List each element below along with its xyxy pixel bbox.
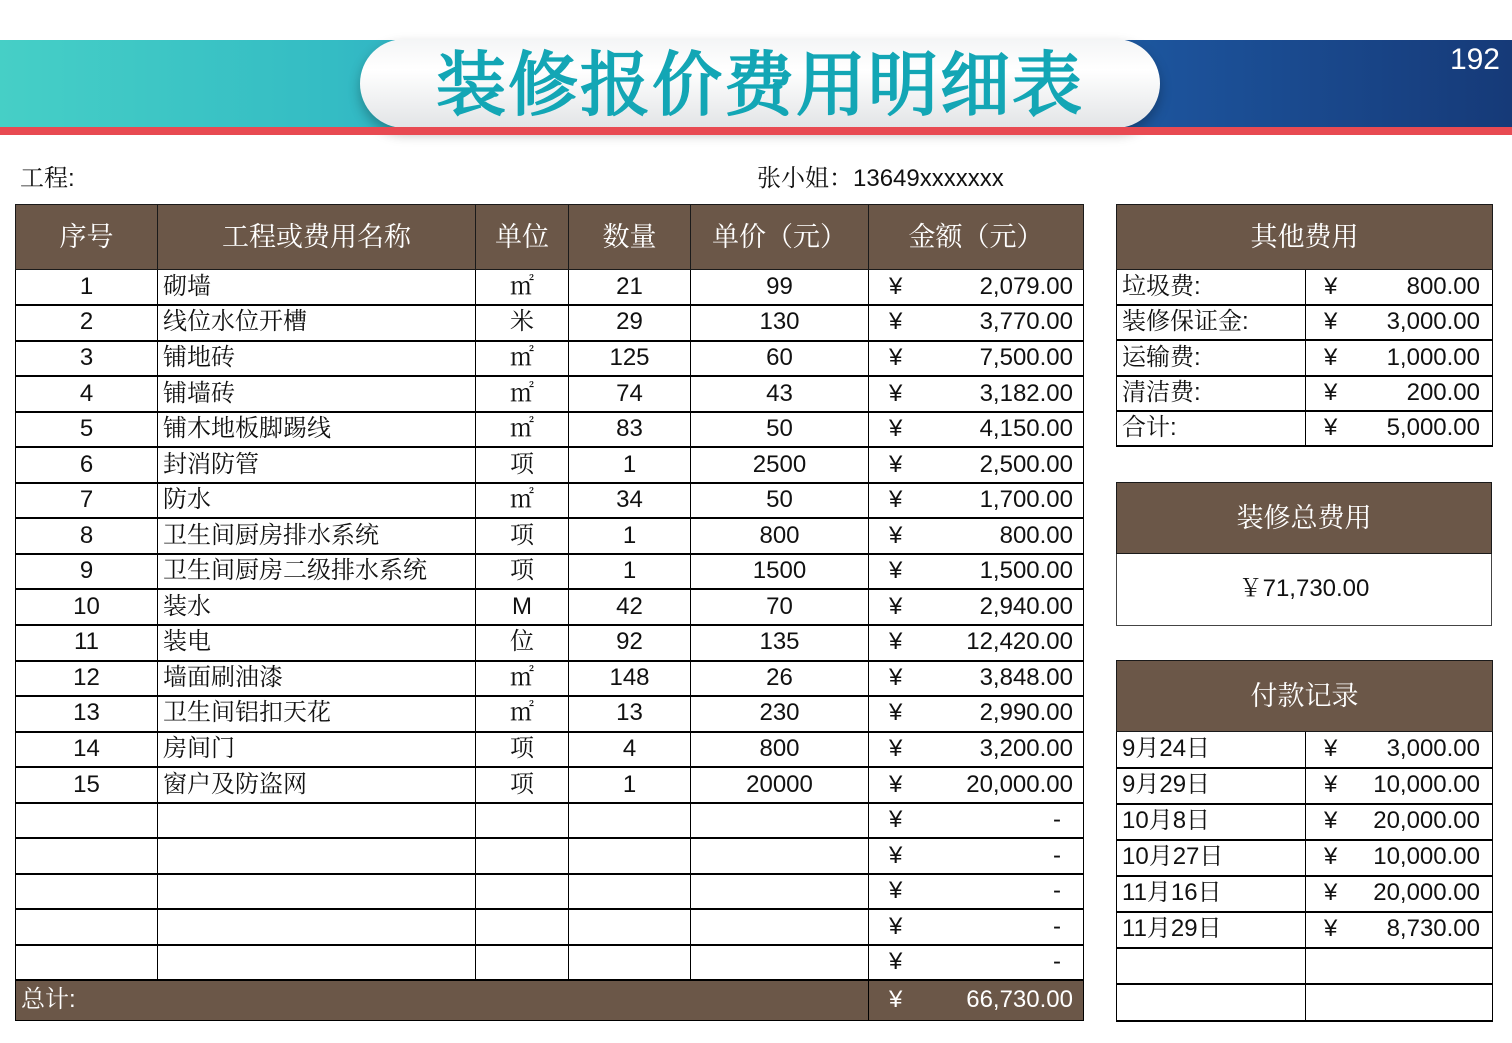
- currency-symbol: ¥: [889, 628, 903, 656]
- cell-unit-price: [691, 838, 869, 874]
- total-cost-value: ￥71,730.00: [1117, 554, 1492, 626]
- payment-date: 10月8日: [1117, 804, 1306, 840]
- cell-unit-price: 20000: [691, 767, 869, 803]
- amount-value: 3,200.00: [979, 734, 1073, 762]
- cell-unit-price: 135: [691, 625, 869, 661]
- cell-unit: ㎡: [476, 412, 569, 448]
- cell-index: [16, 874, 158, 910]
- other-fees-table: [1116, 204, 1493, 447]
- cell-item-name: [158, 909, 476, 945]
- cell-unit: 项: [476, 518, 569, 554]
- cell-index: 14: [16, 732, 158, 768]
- table-row: [16, 661, 1084, 697]
- amount-value: 5,000.00: [1386, 414, 1480, 442]
- cell-unit: [476, 874, 569, 910]
- table-header-row: [16, 205, 1084, 270]
- cell-unit: [476, 909, 569, 945]
- cell-index: [16, 909, 158, 945]
- cell-index: 10: [16, 589, 158, 625]
- table-row: [16, 376, 1084, 412]
- payment-row: [1117, 948, 1493, 984]
- cell-unit-price: 99: [691, 270, 869, 306]
- table-row: [16, 874, 1084, 910]
- amount-value: 10,000.00: [1373, 843, 1480, 871]
- currency-symbol: ¥: [889, 308, 903, 336]
- cell-index: 11: [16, 625, 158, 661]
- cell-amount: [869, 732, 1084, 768]
- currency-symbol: ¥: [889, 486, 903, 514]
- table-row: [16, 305, 1084, 341]
- cell-amount: [869, 661, 1084, 697]
- currency-symbol: ¥: [1324, 915, 1338, 943]
- cell-amount: [869, 696, 1084, 732]
- cell-item-name: 装水: [158, 589, 476, 625]
- cell-quantity: [569, 838, 691, 874]
- cell-quantity: 92: [569, 625, 691, 661]
- cell-index: 13: [16, 696, 158, 732]
- cell-amount: [869, 518, 1084, 554]
- table-row: [16, 909, 1084, 945]
- payment-date: 9月24日: [1117, 732, 1306, 768]
- table-row: [16, 589, 1084, 625]
- currency-symbol: ¥: [889, 912, 903, 940]
- cell-unit-price: [691, 909, 869, 945]
- cell-quantity: [569, 945, 691, 981]
- total-cost-table: [1116, 482, 1492, 626]
- cell-amount: [869, 447, 1084, 483]
- cell-index: 9: [16, 554, 158, 590]
- other-fees-title: 其他费用: [1117, 205, 1493, 270]
- cell-index: 4: [16, 376, 158, 412]
- column-header-unit: 单位: [476, 205, 569, 270]
- other-fees-body: [1117, 270, 1493, 447]
- cell-quantity: [569, 874, 691, 910]
- cell-quantity: 13: [569, 696, 691, 732]
- cell-unit: 项: [476, 447, 569, 483]
- column-header-item-name: 工程或费用名称: [158, 205, 476, 270]
- fee-row: [1117, 305, 1493, 340]
- currency-symbol: ¥: [889, 557, 903, 585]
- table-row: [16, 767, 1084, 803]
- cell-quantity: 29: [569, 305, 691, 341]
- payment-records-table: [1116, 660, 1493, 1022]
- cell-index: 2: [16, 305, 158, 341]
- total-amount: 66,730.00: [966, 986, 1073, 1014]
- payment-date: 11月29日: [1117, 912, 1306, 948]
- payment-row: [1117, 840, 1493, 876]
- cell-quantity: 1: [569, 447, 691, 483]
- amount-value: 2,500.00: [979, 450, 1073, 478]
- cell-amount: [1306, 804, 1493, 840]
- cell-quantity: 1: [569, 554, 691, 590]
- fee-label: 装修保证金:: [1117, 305, 1306, 340]
- column-header-amount: 金额（元）: [869, 205, 1084, 270]
- cell-unit-price: [691, 945, 869, 981]
- cell-amount: [869, 270, 1084, 306]
- cell-unit-price: 70: [691, 589, 869, 625]
- cell-item-name: 卫生间厨房排水系统: [158, 518, 476, 554]
- fee-row: [1117, 270, 1493, 305]
- cell-quantity: 125: [569, 341, 691, 377]
- cell-unit: [476, 803, 569, 839]
- cell-unit-price: 1500: [691, 554, 869, 590]
- cell-quantity: 74: [569, 376, 691, 412]
- table-row: [16, 483, 1084, 519]
- fee-row: [1117, 340, 1493, 375]
- cell-unit: 米: [476, 305, 569, 341]
- cell-unit-price: [691, 803, 869, 839]
- cell-unit: ㎡: [476, 376, 569, 412]
- cell-item-name: 线位水位开槽: [158, 305, 476, 341]
- table-row: [16, 412, 1084, 448]
- cell-quantity: [569, 803, 691, 839]
- fee-row: [1117, 376, 1493, 411]
- column-header-index: 序号: [16, 205, 158, 270]
- cell-quantity: 83: [569, 412, 691, 448]
- cell-index: [16, 838, 158, 874]
- total-cost-header-row: [1117, 483, 1492, 554]
- currency-symbol: ¥: [1324, 879, 1338, 907]
- cell-amount: [869, 945, 1084, 981]
- amount-value: 20,000.00: [966, 770, 1073, 798]
- currency-symbol: ¥: [1324, 414, 1338, 442]
- fee-label: 运输费:: [1117, 340, 1306, 375]
- cell-index: 12: [16, 661, 158, 697]
- cell-item-name: [158, 945, 476, 981]
- cell-quantity: 4: [569, 732, 691, 768]
- cell-unit-price: 50: [691, 483, 869, 519]
- cell-amount: [869, 376, 1084, 412]
- currency-symbol: ¥: [1324, 734, 1338, 762]
- currency-symbol: ¥: [889, 699, 903, 727]
- fee-label: 合计:: [1117, 411, 1306, 446]
- amount-value: 800.00: [1406, 272, 1480, 300]
- amount-value: 3,848.00: [979, 663, 1073, 691]
- cell-item-name: 窗户及防盗网: [158, 767, 476, 803]
- quote-table: [15, 204, 1084, 1021]
- currency-symbol: ¥: [889, 343, 903, 371]
- title-pill: [360, 39, 1160, 128]
- currency-symbol: ¥: [889, 806, 903, 834]
- total-row: [16, 980, 1084, 1020]
- cell-amount: [1306, 376, 1493, 411]
- cell-amount: [1306, 768, 1493, 804]
- cell-index: [16, 803, 158, 839]
- currency-symbol: ¥: [889, 948, 903, 976]
- amount-value: -: [1053, 948, 1061, 976]
- cell-amount: [1306, 270, 1493, 305]
- amount-value: 3,000.00: [1386, 308, 1480, 336]
- amount-value: 1,700.00: [979, 486, 1073, 514]
- cell-amount: [869, 305, 1084, 341]
- cell-index: 6: [16, 447, 158, 483]
- cell-amount: [1306, 305, 1493, 340]
- payment-row: [1117, 984, 1493, 1021]
- project-label: 工程:: [20, 165, 75, 192]
- currency-symbol: ¥: [889, 841, 903, 869]
- cell-quantity: 34: [569, 483, 691, 519]
- cell-quantity: 148: [569, 661, 691, 697]
- cell-amount: [1306, 876, 1493, 912]
- amount-value: 8,730.00: [1386, 915, 1480, 943]
- cell-unit: ㎡: [476, 270, 569, 306]
- fee-label: 垃圾费:: [1117, 270, 1306, 305]
- currency-symbol: ¥: [889, 450, 903, 478]
- cell-quantity: 21: [569, 270, 691, 306]
- cell-item-name: 房间门: [158, 732, 476, 768]
- currency-symbol: ¥: [1324, 272, 1338, 300]
- header-divider: [0, 127, 1512, 135]
- total-label: 总计:: [16, 980, 869, 1020]
- cell-index: 15: [16, 767, 158, 803]
- table-row: [16, 554, 1084, 590]
- cell-item-name: [158, 874, 476, 910]
- amount-value: 2,990.00: [979, 699, 1073, 727]
- fee-label: 清洁费:: [1117, 376, 1306, 411]
- cell-quantity: [569, 909, 691, 945]
- cell-unit-price: [691, 874, 869, 910]
- cell-item-name: 卫生间铝扣天花: [158, 696, 476, 732]
- currency-symbol: ¥: [889, 663, 903, 691]
- currency-symbol: ¥: [889, 986, 903, 1014]
- table-row: [16, 803, 1084, 839]
- amount-value: 3,182.00: [979, 379, 1073, 407]
- payment-date: [1117, 948, 1306, 984]
- column-header-unit-price: 单价（元）: [691, 205, 869, 270]
- currency-symbol: ¥: [889, 770, 903, 798]
- currency-symbol: ¥: [889, 415, 903, 443]
- cell-amount: [1306, 840, 1493, 876]
- cell-item-name: 卫生间厨房二级排水系统: [158, 554, 476, 590]
- cell-unit: [476, 838, 569, 874]
- cell-unit: 位: [476, 625, 569, 661]
- table-row: [16, 447, 1084, 483]
- table-row: [16, 838, 1084, 874]
- column-header-quantity: 数量: [569, 205, 691, 270]
- cell-amount: [869, 341, 1084, 377]
- cell-unit-price: 43: [691, 376, 869, 412]
- currency-symbol: ¥: [889, 521, 903, 549]
- payment-row: [1117, 768, 1493, 804]
- currency-symbol: ¥: [1324, 378, 1338, 406]
- other-fees-header-row: [1117, 205, 1493, 270]
- currency-symbol: ¥: [1324, 343, 1338, 371]
- cell-unit: 项: [476, 767, 569, 803]
- amount-value: 2,079.00: [979, 272, 1073, 300]
- currency-symbol: ¥: [889, 379, 903, 407]
- payment-row: [1117, 876, 1493, 912]
- cell-unit: M: [476, 589, 569, 625]
- cell-item-name: 装电: [158, 625, 476, 661]
- currency-symbol: ¥: [889, 734, 903, 762]
- amount-value: 200.00: [1406, 378, 1480, 406]
- payment-date: 9月29日: [1117, 768, 1306, 804]
- cell-item-name: 铺木地板脚踢线: [158, 412, 476, 448]
- table-row: [16, 732, 1084, 768]
- table-row: [16, 625, 1084, 661]
- table-row: [16, 945, 1084, 981]
- page-number: 192: [1449, 43, 1500, 76]
- cell-unit: ㎡: [476, 483, 569, 519]
- currency-symbol: ¥: [1324, 308, 1338, 336]
- cell-amount: [869, 909, 1084, 945]
- cell-amount: [869, 554, 1084, 590]
- payment-records-header-row: [1117, 661, 1493, 732]
- payment-records-body: [1117, 732, 1493, 1021]
- cell-item-name: 铺地砖: [158, 341, 476, 377]
- currency-symbol: ¥: [1324, 771, 1338, 799]
- cell-unit-price: 230: [691, 696, 869, 732]
- payment-records-title: 付款记录: [1117, 661, 1493, 732]
- cell-item-name: 防水: [158, 483, 476, 519]
- currency-symbol: ¥: [1324, 807, 1338, 835]
- payment-row: [1117, 912, 1493, 948]
- currency-symbol: ¥: [889, 877, 903, 905]
- amount-value: 7,500.00: [979, 343, 1073, 371]
- cell-amount: [869, 767, 1084, 803]
- total-cost-value-row: [1117, 554, 1492, 626]
- total-cost-title: 装修总费用: [1117, 483, 1492, 554]
- cell-unit-price: 800: [691, 518, 869, 554]
- cell-unit: ㎡: [476, 341, 569, 377]
- amount-value: -: [1053, 841, 1061, 869]
- amount-value: 800.00: [999, 521, 1073, 549]
- cell-index: 5: [16, 412, 158, 448]
- cell-amount: [869, 483, 1084, 519]
- cell-index: 8: [16, 518, 158, 554]
- cell-unit: 项: [476, 554, 569, 590]
- cell-amount: [869, 625, 1084, 661]
- payment-date: 10月27日: [1117, 840, 1306, 876]
- payment-date: 11月16日: [1117, 876, 1306, 912]
- currency-symbol: ¥: [889, 272, 903, 300]
- amount-value: 20,000.00: [1373, 807, 1480, 835]
- amount-value: 4,150.00: [979, 415, 1073, 443]
- table-row: [16, 341, 1084, 377]
- cell-unit: 项: [476, 732, 569, 768]
- amount-value: 2,940.00: [979, 592, 1073, 620]
- cell-item-name: 铺墙砖: [158, 376, 476, 412]
- cell-quantity: 1: [569, 518, 691, 554]
- cell-amount: [869, 838, 1084, 874]
- table-body: [16, 270, 1084, 981]
- cell-amount: [1306, 984, 1493, 1021]
- cell-index: 3: [16, 341, 158, 377]
- payment-date: [1117, 984, 1306, 1021]
- cell-index: [16, 945, 158, 981]
- cell-amount: [869, 803, 1084, 839]
- cell-unit-price: 60: [691, 341, 869, 377]
- cell-unit-price: 50: [691, 412, 869, 448]
- amount-value: 12,420.00: [966, 628, 1073, 656]
- currency-symbol: ¥: [1324, 843, 1338, 871]
- total-amount-cell: [869, 980, 1084, 1020]
- payment-row: [1117, 732, 1493, 768]
- cell-index: 1: [16, 270, 158, 306]
- cell-quantity: 42: [569, 589, 691, 625]
- amount-value: 1,000.00: [1386, 343, 1480, 371]
- payment-row: [1117, 804, 1493, 840]
- cell-amount: [1306, 912, 1493, 948]
- amount-value: 20,000.00: [1373, 879, 1480, 907]
- cell-item-name: [158, 838, 476, 874]
- cell-unit-price: 2500: [691, 447, 869, 483]
- cell-unit-price: 26: [691, 661, 869, 697]
- amount-value: 3,770.00: [979, 308, 1073, 336]
- cell-unit: ㎡: [476, 696, 569, 732]
- amount-value: 10,000.00: [1373, 771, 1480, 799]
- cell-item-name: 墙面刷油漆: [158, 661, 476, 697]
- amount-value: -: [1053, 912, 1061, 940]
- table-row: [16, 696, 1084, 732]
- amount-value: -: [1053, 806, 1061, 834]
- currency-symbol: ¥: [889, 592, 903, 620]
- amount-value: 3,000.00: [1386, 734, 1480, 762]
- cell-amount: [1306, 411, 1493, 446]
- cell-item-name: 砌墙: [158, 270, 476, 306]
- cell-quantity: 1: [569, 767, 691, 803]
- amount-value: -: [1053, 877, 1061, 905]
- cell-amount: [1306, 340, 1493, 375]
- cell-item-name: [158, 803, 476, 839]
- table-row: [16, 518, 1084, 554]
- fee-row: [1117, 411, 1493, 446]
- table-row: [16, 270, 1084, 306]
- contact-info: 张小姐：13649xxxxxxx: [757, 165, 1004, 192]
- amount-value: 1,500.00: [979, 557, 1073, 585]
- cell-unit-price: 130: [691, 305, 869, 341]
- cell-amount: [1306, 948, 1493, 984]
- cell-unit: [476, 945, 569, 981]
- cell-amount: [869, 874, 1084, 910]
- cell-unit: ㎡: [476, 661, 569, 697]
- page-title: 装修报价费用明细表: [436, 46, 1084, 124]
- cell-unit-price: 800: [691, 732, 869, 768]
- cell-index: 7: [16, 483, 158, 519]
- cell-amount: [869, 412, 1084, 448]
- cell-amount: [1306, 732, 1493, 768]
- cell-amount: [869, 589, 1084, 625]
- cell-item-name: 封消防管: [158, 447, 476, 483]
